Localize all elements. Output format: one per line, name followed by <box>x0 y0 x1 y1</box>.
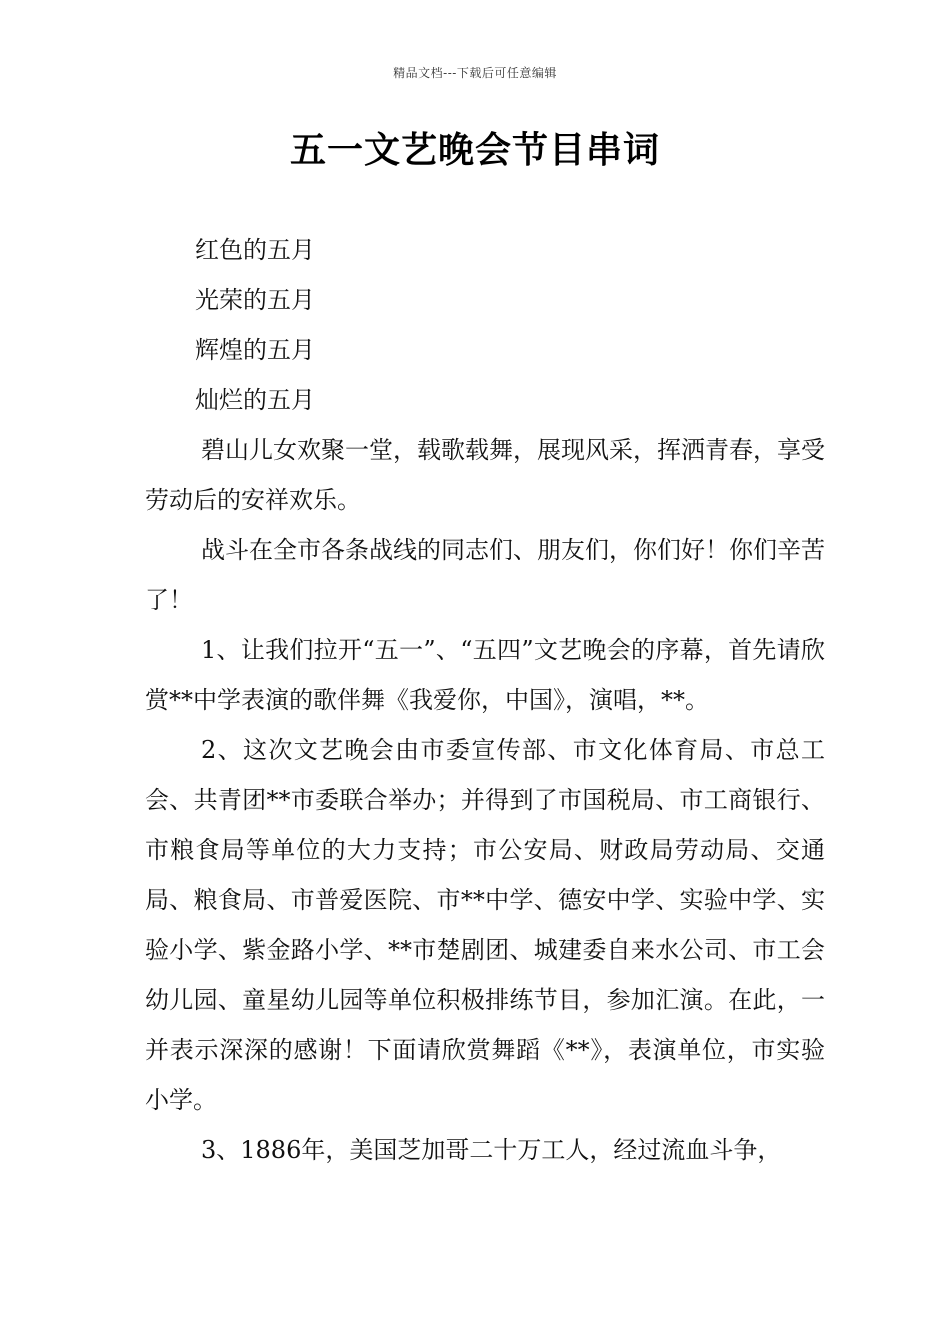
document-title: 五一文艺晚会节目串词 <box>289 129 660 171</box>
paragraph: 3、1886年，美国芝加哥二十万工人，经过流血斗争， <box>201 1136 782 1164</box>
paragraph: 1、让我们拉开“五一”、“五四”文艺晚会的序幕，首先请欣赏**中学表演的歌伴舞《我爱你，中国》，演唱，**。 <box>145 636 825 714</box>
poem-line: 红色的五月 <box>195 236 315 264</box>
header-note: 精品文档---下载后可任意编辑 <box>393 66 557 80</box>
paragraph: 碧山儿女欢聚一堂，载歌载舞，展现风采，挥洒青春，享受劳动后的安祥欢乐。 <box>145 436 825 514</box>
poem-line: 辉煌的五月 <box>195 336 315 364</box>
poem-line: 光荣的五月 <box>195 286 315 314</box>
document-body <box>145 225 825 1175</box>
paragraph: 战斗在全市各条战线的同志们、朋友们，你们好！你们辛苦了！ <box>145 536 825 614</box>
paragraph: 2、这次文艺晚会由市委宣传部、市文化体育局、市总工会、共青团**市委联合举办；并得到了市国税局、市工商银行、市粮食局等单位的大力支持；市公安局、财政局劳动局、交通局、粮食局、市普爱医院、市**中学、德安中学、实验中学、实验小学、紫金路小学、**市楚剧团、城建委自来水公司、市工会幼儿园、童星幼儿园等单位积极排练节目，参加汇演。在此，一并表示深深的感谢！下面请欣赏舞蹈《**》，表演单位，市实验小学。 <box>145 736 825 1114</box>
poem-line: 灿烂的五月 <box>195 386 315 414</box>
